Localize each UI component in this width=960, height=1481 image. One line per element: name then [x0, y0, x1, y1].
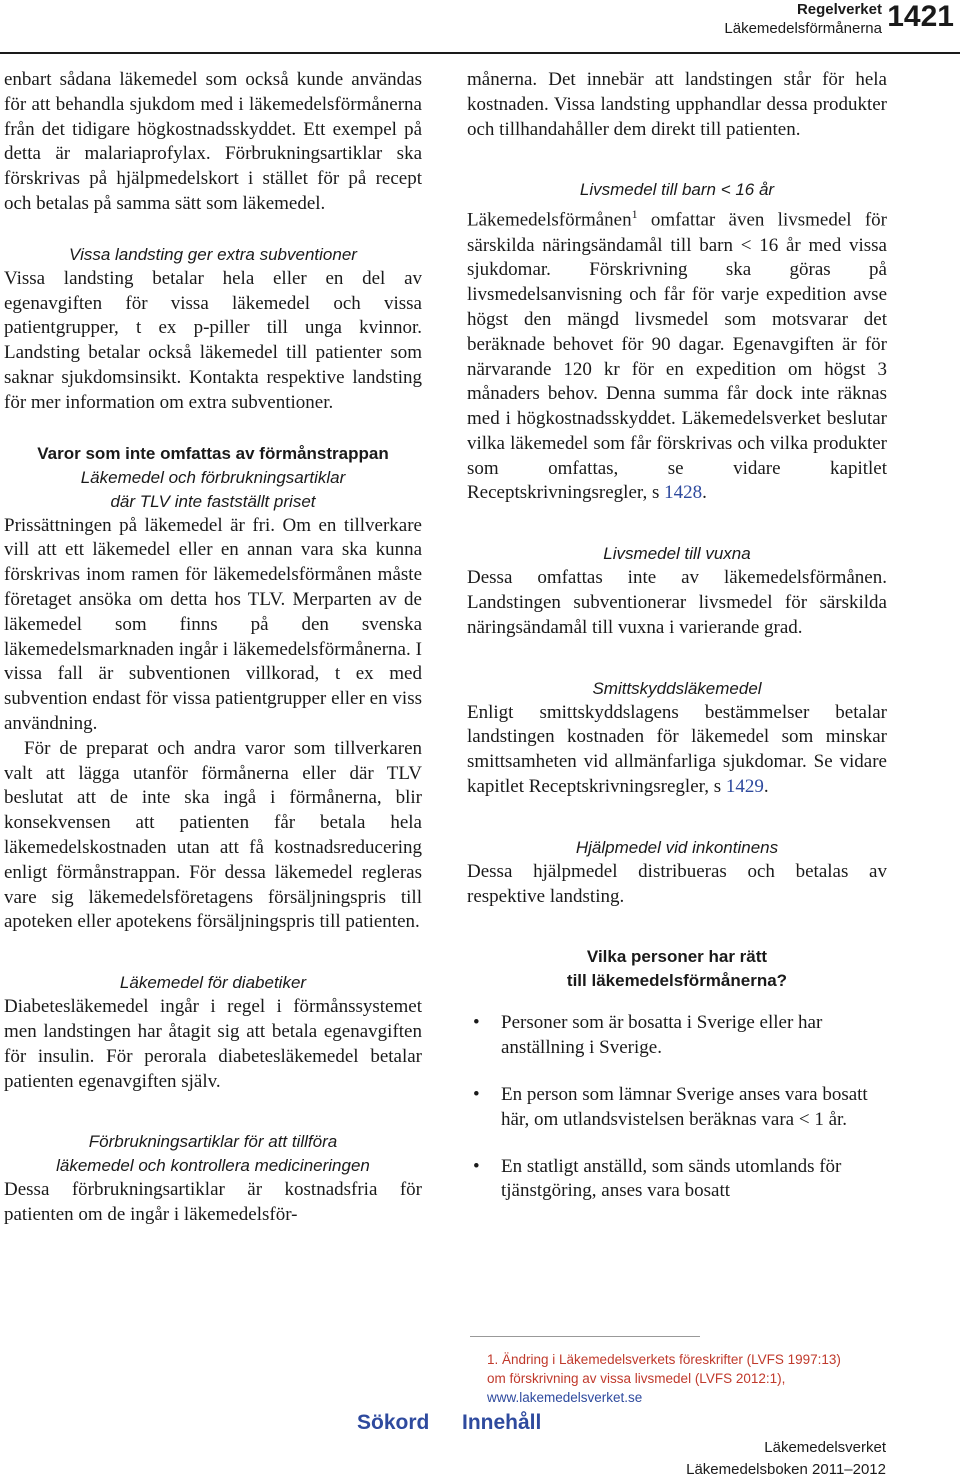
- paragraph-preparat: För de preparat och andra varor som tillverkaren valt att lägga utanför förmånerna eller där TLV beslutat att de inte ska ingå i förmånerna, blir konsekvensen att patienten får betala hela läkemedelskostnaden utan att få kostnadsreducering enligt förmånstrappan. För dessa läkemedel regleras vare sig läkemedelsföretagens försäljningspris till apoteken eller apotekens försäljningspris till patienten.: [4, 737, 422, 933]
- bullet-icon: •: [473, 1155, 480, 1177]
- header-section-title: Regelverket: [796, 1, 882, 18]
- paragraph-prissattning: Prissättningen på läkemedel är fri. Om en tillverkare vill att ett läkemedel eller en annan vara ska kunna förskrivas inom ramen för läkemedelsförmånen måste företaget ansöka om detta hos TLV. Merparten av de läkemedel som finns på den svenska läkemedelsmarknaden ingår i läkemedelsförmånerna. I vissa fall är subventionen villkorad, t ex med subvention endast för vissa patientgrupper eller en viss användning.: [4, 514, 422, 734]
- footnote: [487, 1350, 887, 1407]
- paragraph-forbrukningsartiklar: Dessa förbrukningsartiklar är kostnadsfria för patienten om de ingår i läkemedelsför-: [4, 1179, 422, 1226]
- list-item-text: Personer som är bosatta i Sverige eller har anställning i Sverige.: [501, 1012, 823, 1059]
- list-item: [467, 1011, 887, 1061]
- text-segment: .: [763, 776, 769, 798]
- eligibility-list: [467, 1011, 887, 1204]
- list-item: [467, 1155, 887, 1205]
- paragraph-smittskydd: [467, 701, 887, 800]
- header-subsection-title: Läkemedelsförmånerna: [724, 20, 882, 37]
- page-ref-1428-link[interactable]: 1428: [664, 482, 703, 504]
- footnote-url-link[interactable]: www.lakemedelsverket.se: [487, 1390, 643, 1405]
- paragraph-livsmedel-barn: [467, 202, 887, 506]
- paragraph-continued: månerna. Det innebär att landstingen står för hela kostnaden. Vissa landsting upphandlar dessa produkter och tillhandahåller dem direkt till patienten.: [467, 69, 887, 140]
- heading-livsmedel-vuxna: Livsmedel till vuxna: [603, 544, 751, 564]
- list-item: [467, 1083, 887, 1133]
- footer-publisher: Läkemedelsverket: [764, 1439, 886, 1456]
- text-segment: .: [702, 482, 707, 504]
- paragraph-extra-subventioner: Vissa landsting betalar hela eller en del av egenavgiften för vissa läkemedel och vissa patientgrupper, t ex p-piller till unga kvinnor. Landsting betalar också läkemedel till patienter som saknar sjukdomsinsikt. Kontakta respektive landsting för mer information om extra subventioner.: [4, 267, 422, 413]
- left-column: [4, 68, 422, 1228]
- heading-lakemedel-line1: Läkemedel och förbrukningsartiklar: [80, 467, 346, 487]
- page-header: [0, 0, 960, 66]
- footnote-rule: [470, 1336, 700, 1337]
- heading-diabetiker: Läkemedel för diabetiker: [119, 973, 307, 993]
- heading-lakemedel-line2: där TLV inte fastställt priset: [110, 491, 316, 511]
- paragraph-malaria: enbart sådana läkemedel som också kunde användas för att behandla sjukdom med i läkemedelsförmånerna från det tidigare högkostnadsskyddet. Ett exempel på detta är malariaprofylax. Förbrukningsartiklar ska förskrivas på hjälpmedelskort i stället för på recept och betalas på samma sätt som läkemedel.: [4, 69, 422, 214]
- list-item-text: En statligt anställd, som sänds utomlands för tjänstgöring, anses vara bosatt: [501, 1155, 842, 1202]
- heading-inkontinens: Hjälpmedel vid inkontinens: [575, 837, 779, 857]
- innehall-link[interactable]: Innehåll: [462, 1411, 542, 1434]
- footnote-line1: 1. Ändring i Läkemedelsverkets föreskrifter (LVFS 1997:13): [487, 1352, 841, 1367]
- bullet-icon: •: [473, 1084, 480, 1106]
- footnote-marker[interactable]: 1: [631, 207, 638, 222]
- bullet-icon: •: [473, 1012, 480, 1034]
- sokord-link[interactable]: Sökord: [357, 1411, 430, 1434]
- heading-vilka-line2: till läkemedelsförmånerna?: [566, 971, 788, 991]
- paragraph-diabetiker: Diabetesläkemedel ingår i regel i förmånssystemet men landstingen har åtagit sig att betala egenavgiften för insulin. För perorala diabetesläkemedel betalar patienten egenavgiften själv.: [4, 996, 422, 1092]
- footer-book: Läkemedelsboken 2011–2012: [686, 1461, 886, 1478]
- heading-vilka-line1: Vilka personer har rätt: [586, 947, 768, 967]
- paragraph-livsmedel-vuxna: Dessa omfattas inte av läkemedelsförmånen. Landstingen subventionerar livsmedel för särskilda näringsändamål till vuxna i varierande grad.: [467, 567, 887, 638]
- heading-smittskydd: Smittskyddsläkemedel: [592, 678, 762, 698]
- text-segment: Läkemedelsförmånen: [467, 209, 632, 231]
- right-column: [467, 68, 887, 1226]
- paragraph-inkontinens: Dessa hjälpmedel distribueras och betalas av respektive landsting.: [467, 860, 887, 907]
- heading-forbrukningsartiklar-line2: läkemedel och kontrollera medicineringen: [56, 1156, 370, 1176]
- list-item-text: En person som lämnar Sverige anses vara bosatt här, om utlandsvistelsen beräknas vara < 1 år.: [501, 1084, 868, 1130]
- page-ref-1429-link[interactable]: 1429: [725, 776, 764, 798]
- heading-extra-subventioner: Vissa landsting ger extra subventioner: [69, 244, 357, 264]
- page-footer: [686, 1437, 886, 1481]
- footnote-line2: om förskrivning av vissa livsmedel (LVFS 2012:1),: [487, 1371, 786, 1386]
- text-segment: Enligt smittskyddslagens bestämmelser betalar landstingen kostnaden för läkemedel som minskar smittsamheten vid allmänfarliga sjukdomar. Se vidare kapitlet Receptskrivningsregler, s: [467, 701, 887, 798]
- page-number: 1421: [887, 0, 954, 33]
- text-segment: omfattar även livsmedel för särskilda näringsändamål till barn < 16 år med vissa sjukdomar. Förskrivning ska göras på livsmedelsanvisning och får för varje expedition avse högst den mängd livsmedel som motsvarar det beräknade behovet för 90 dagar. Egenavgiften är för närvarande 120 kr för en expedition om högst 3 månaders behov. Denna summa får dock inte räknas med i högkostnadsskyddet. Läkemedelsverket beslutar vilka läkemedel som får förskrivas och vilka produkter som omfattas, se vidare kapitlet Receptskrivningsregler, s: [467, 209, 887, 504]
- heading-livsmedel-barn: Livsmedel till barn < 16 år: [579, 180, 775, 200]
- heading-forbrukningsartiklar-line1: Förbrukningsartiklar för att tillföra: [88, 1132, 338, 1152]
- heading-varor: Varor som inte omfattas av förmånstrappan: [37, 443, 389, 463]
- header-rule: [0, 52, 960, 54]
